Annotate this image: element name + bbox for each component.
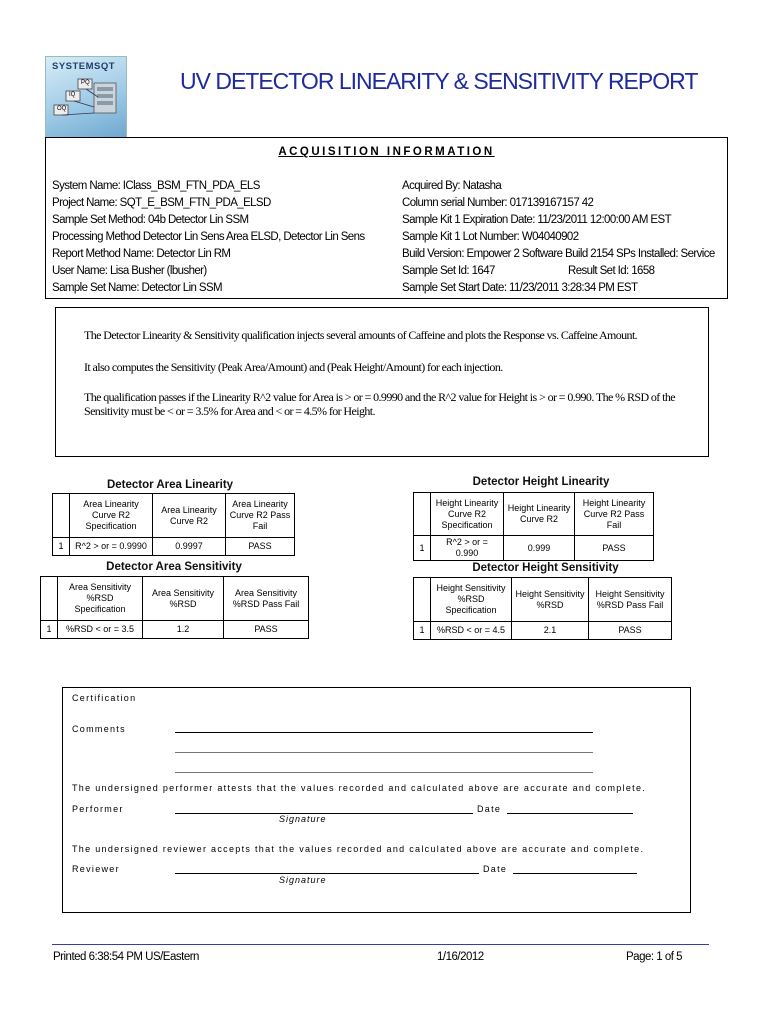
performer-statement: The undersigned performer attests that the values recorded and calculated above are accurate and complete. xyxy=(72,783,647,793)
performer-date-line[interactable] xyxy=(507,813,633,814)
area-sensitivity-title: Detector Area Sensitivity xyxy=(106,561,242,573)
acquisition-left-column xyxy=(52,178,365,297)
comments-line-3[interactable] xyxy=(175,772,593,773)
logo-tag-oq: OQ xyxy=(57,106,67,112)
acquisition-heading: ACQUISITION INFORMATION xyxy=(278,146,495,158)
height-linearity-header-r2: Height Linearity Curve R2 xyxy=(504,493,575,536)
row-index: 1 xyxy=(414,536,431,561)
row-index: 1 xyxy=(41,621,58,639)
table-row xyxy=(414,622,672,640)
area-linearity-table xyxy=(52,493,295,556)
footer-divider xyxy=(52,944,709,945)
area-linearity-header-r2: Area Linearity Curve R2 xyxy=(153,494,226,538)
height-sensitivity-header-passfail: Height Sensitivity %RSD Pass Fail xyxy=(589,578,672,622)
reviewer-date-label: Date xyxy=(483,864,508,874)
table-row xyxy=(41,621,309,639)
area-linearity-header-passfail: Area Linearity Curve R2 Pass Fail xyxy=(226,494,295,538)
height-sensitivity-passfail-value: PASS xyxy=(589,622,672,640)
comments-line-2[interactable] xyxy=(175,752,593,753)
height-linearity-passfail-value: PASS xyxy=(575,536,654,561)
logo-tag-iq: IQ xyxy=(69,92,76,98)
description-paragraph-2: It also computes the Sensitivity (Peak Area/Amount) and (Peak Height/Amount) for each injection. xyxy=(84,360,503,374)
comments-label: Comments xyxy=(72,724,126,734)
area-sensitivity-table xyxy=(40,576,309,639)
area-linearity-spec-value: R^2 > or = 0.9990 xyxy=(70,538,153,556)
area-linearity-r2-value: 0.9997 xyxy=(153,538,226,556)
performer-date-label: Date xyxy=(477,804,502,814)
processing-method: Processing Method Detector Lin Sens Area ELSD, Detector Lin Sens xyxy=(52,231,365,243)
certification-box xyxy=(62,687,691,913)
project-name: Project Name: SQT_E_BSM_FTN_PDA_ELSD xyxy=(52,197,271,209)
comments-line-1[interactable] xyxy=(175,732,593,733)
reviewer-signature-line[interactable] xyxy=(175,873,479,874)
build-version: Build Version: Empower 2 Software Build 2154 SPs Installed: Service xyxy=(402,248,715,260)
height-sensitivity-rsd-value: 2.1 xyxy=(512,622,589,640)
user-name: User Name: Lisa Busher (lbusher) xyxy=(52,265,207,277)
column-serial-number: Column serial Number: 017139167157 42 xyxy=(402,197,594,209)
area-sensitivity-header-rsd: Area Sensitivity %RSD xyxy=(143,577,224,621)
sample-set-name: Sample Set Name: Detector Lin SSM xyxy=(52,282,223,294)
reviewer-label: Reviewer xyxy=(72,864,120,874)
result-set-id: Result Set Id: 1658 xyxy=(568,265,655,277)
height-linearity-spec-value: R^2 > or = 0.990 xyxy=(431,536,504,561)
logo-graphic-icon xyxy=(46,57,126,137)
height-sensitivity-table xyxy=(413,577,672,640)
height-linearity-r2-value: 0.999 xyxy=(504,536,575,561)
table-row xyxy=(53,538,295,556)
row-index: 1 xyxy=(53,538,70,556)
company-logo xyxy=(45,56,127,138)
acquired-by: Acquired By: Natasha xyxy=(402,180,502,192)
reviewer-date-line[interactable] xyxy=(513,873,637,874)
area-sensitivity-header-passfail: Area Sensitivity %RSD Pass Fail xyxy=(224,577,309,621)
height-sensitivity-header-spec: Height Sensitivity %RSD Specification xyxy=(431,578,512,622)
performer-label: Performer xyxy=(72,804,124,814)
acquisition-info-box xyxy=(45,137,728,299)
system-name: System Name: IClass_BSM_FTN_PDA_ELS xyxy=(52,180,260,192)
sample-set-id: Sample Set Id: 1647 xyxy=(402,265,495,277)
area-sensitivity-spec-value: %RSD < or = 3.5 xyxy=(58,621,143,639)
footer-printed: Printed 6:38:54 PM US/Eastern xyxy=(53,951,199,963)
footer-date: 1/16/2012 xyxy=(437,951,484,963)
area-sensitivity-header-spec: Area Sensitivity %RSD Specification xyxy=(58,577,143,621)
performer-signature-caption: Signature xyxy=(279,814,327,824)
description-box xyxy=(55,307,709,457)
reviewer-statement: The undersigned reviewer accepts that the values recorded and calculated above are accurate and complete. xyxy=(72,844,645,854)
sample-set-start-date: Sample Set Start Date: 11/23/2011 3:28:34 PM EST xyxy=(402,282,638,294)
height-linearity-header-spec: Height Linearity Curve R2 Specification xyxy=(431,493,504,536)
acquisition-right-column xyxy=(402,178,715,297)
reviewer-signature-caption: Signature xyxy=(279,875,327,885)
report-method-name: Report Method Name: Detector Lin RM xyxy=(52,248,231,260)
height-linearity-header-passfail: Height Linearity Curve R2 Pass Fail xyxy=(575,493,654,536)
sample-kit-expiration: Sample Kit 1 Expiration Date: 11/23/2011 12:00:00 AM EST xyxy=(402,214,671,226)
height-sensitivity-title: Detector Height Sensitivity xyxy=(472,562,619,574)
logo-tag-pq: PQ xyxy=(81,80,90,86)
certification-heading: Certification xyxy=(72,693,137,703)
sample-set-method: Sample Set Method: 04b Detector Lin SSM xyxy=(52,214,249,226)
height-linearity-table xyxy=(413,492,654,561)
height-linearity-title: Detector Height Linearity xyxy=(472,476,610,488)
table-row xyxy=(414,536,654,561)
description-paragraph-3: The qualification passes if the Linearity R^2 value for Area is > or = 0.9990 and the R^2 value for Height is > or = 0.990. The % RSD of the Sensitivity must be < or = 3.5% for Area and < or = 4.5% for Height. xyxy=(84,390,675,418)
area-linearity-header-spec: Area Linearity Curve R2 Specification xyxy=(70,494,153,538)
logo-text: SYSTEMSQT xyxy=(52,61,116,72)
area-sensitivity-rsd-value: 1.2 xyxy=(143,621,224,639)
description-paragraph-1: The Detector Linearity & Sensitivity qualification injects several amounts of Caffeine and plots the Response vs. Caffeine Amount. xyxy=(84,328,638,342)
area-sensitivity-passfail-value: PASS xyxy=(224,621,309,639)
report-title: UV DETECTOR LINEARITY & SENSITIVITY REPORT xyxy=(180,68,698,94)
height-sensitivity-spec-value: %RSD < or = 4.5 xyxy=(431,622,512,640)
area-linearity-passfail-value: PASS xyxy=(226,538,295,556)
height-sensitivity-header-rsd: Height Sensitivity %RSD xyxy=(512,578,589,622)
footer-page-number: Page: 1 of 5 xyxy=(626,951,683,963)
sample-kit-lot-number: Sample Kit 1 Lot Number: W04040902 xyxy=(402,231,579,243)
area-linearity-title: Detector Area Linearity xyxy=(106,479,234,491)
row-index: 1 xyxy=(414,622,431,640)
